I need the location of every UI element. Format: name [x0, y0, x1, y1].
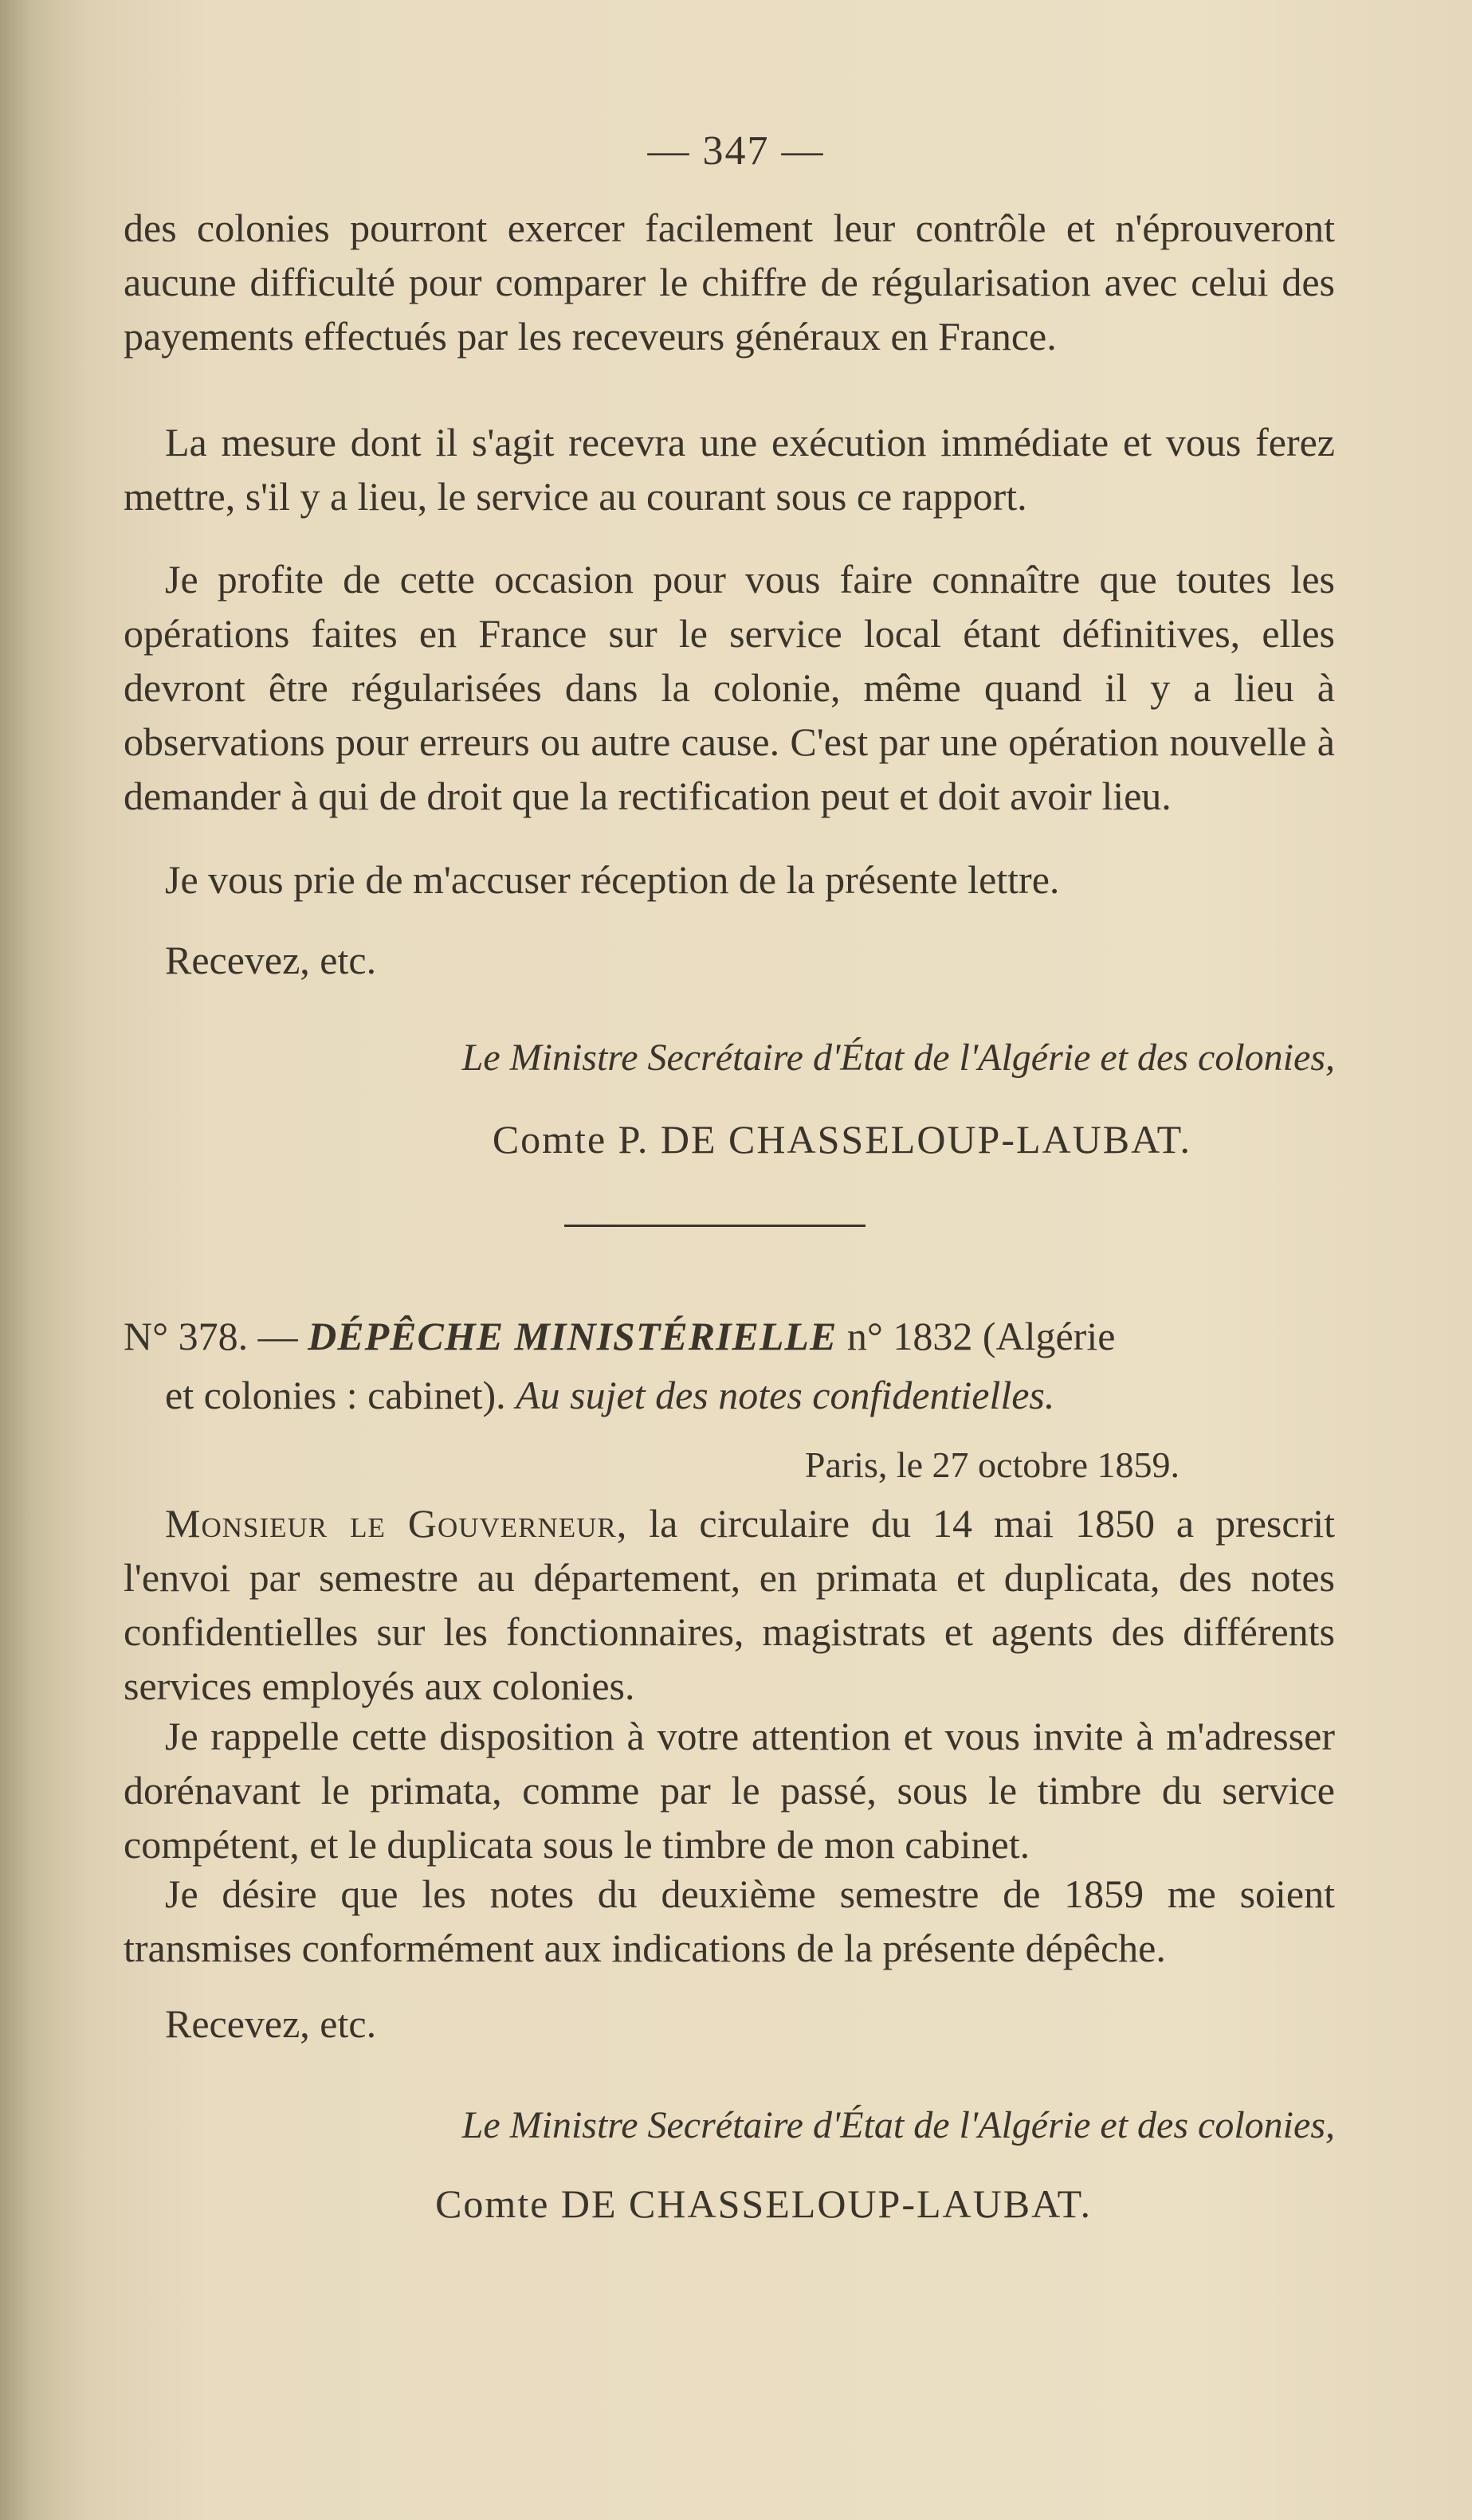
dispatch-heading	[124, 1307, 1335, 1425]
dispatch-ref: n° 1832 (Algérie	[846, 1314, 1116, 1358]
letter2-signature-title: Le Ministre Secrétaire d'État de l'Algérie et des colonies,	[461, 2104, 1335, 2146]
letter1-signature-name: Comte P. DE CHASSELOUP-LAUBAT.	[492, 1117, 1191, 1162]
letter2-closing: Recevez, etc.	[165, 2001, 377, 2046]
dispatch-subject: Au sujet des notes confidentielles.	[516, 1373, 1055, 1417]
letter1-paragraph-1: des colonies pourront exercer facilement leur contrôle et n'éprouveront aucune difficulté pour comparer le chiffre de régularisation avec celui des payements effectués par les receveurs généraux en France.	[124, 206, 1335, 359]
letter1-paragraph-3: Je profite de cette occasion pour vous faire connaître que toutes les opérations faites en France sur le service local étant définitives, elles devront être régularisées dans la colonie, même quand il y a lieu à observations pour erreurs ou autre cause. C'est par une opération nouvelle à demander à qui de droit que la rectification peut et doit avoir lieu.	[124, 557, 1335, 818]
letter2-paragraph-2: Je rappelle cette disposition à votre attention et vous invite à m'adresser dorénavant le primata, comme par le passé, sous le timbre du service compétent, et le duplicata sous le timbre de mon cabinet.	[124, 1714, 1335, 1867]
dispatch-kind: DÉPÊCHE MINISTÉRIELLE	[308, 1314, 838, 1358]
letter1-paragraph-2: La mesure dont il s'agit recevra une exécution immédiate et vous ferez mettre, s'il y a lieu, le service au courant sous ce rapport.	[124, 420, 1335, 519]
letter2-paragraph-1-text: la circulaire du 14 mai 1850 a prescrit l'envoi par semestre au département, en primata et duplicata, des notes confidentielles sur les fonctionnaires, magistrats et agents des différents services employés aux colonies.	[124, 1501, 1336, 1708]
letter1-paragraph-4: Je vous prie de m'accuser réception de la présente lettre.	[165, 857, 1060, 902]
letter2-signature-name: Comte DE CHASSELOUP-LAUBAT.	[435, 2181, 1092, 2226]
section-divider	[564, 1225, 866, 1227]
letter1-signature-title: Le Ministre Secrétaire d'État de l'Algérie et des colonies,	[461, 1037, 1335, 1079]
dispatch-ref-cont: et colonies : cabinet).	[165, 1373, 506, 1417]
letter2-paragraph-1	[124, 1496, 1335, 1713]
dispatch-heading-line2	[124, 1366, 1335, 1425]
letter2-paragraph-3: Je désire que les notes du deuxième semestre de 1859 me soient transmises conformément aux indications de la présente dépêche.	[124, 1871, 1335, 1970]
dispatch-dateline: Paris, le 27 octobre 1859.	[804, 1444, 1180, 1485]
salutation: Monsieur le Gouverneur,	[165, 1501, 628, 1546]
letter1-closing: Recevez, etc.	[165, 938, 377, 982]
page-number: — 347 —	[647, 128, 825, 174]
dispatch-number: N° 378. —	[124, 1314, 298, 1358]
